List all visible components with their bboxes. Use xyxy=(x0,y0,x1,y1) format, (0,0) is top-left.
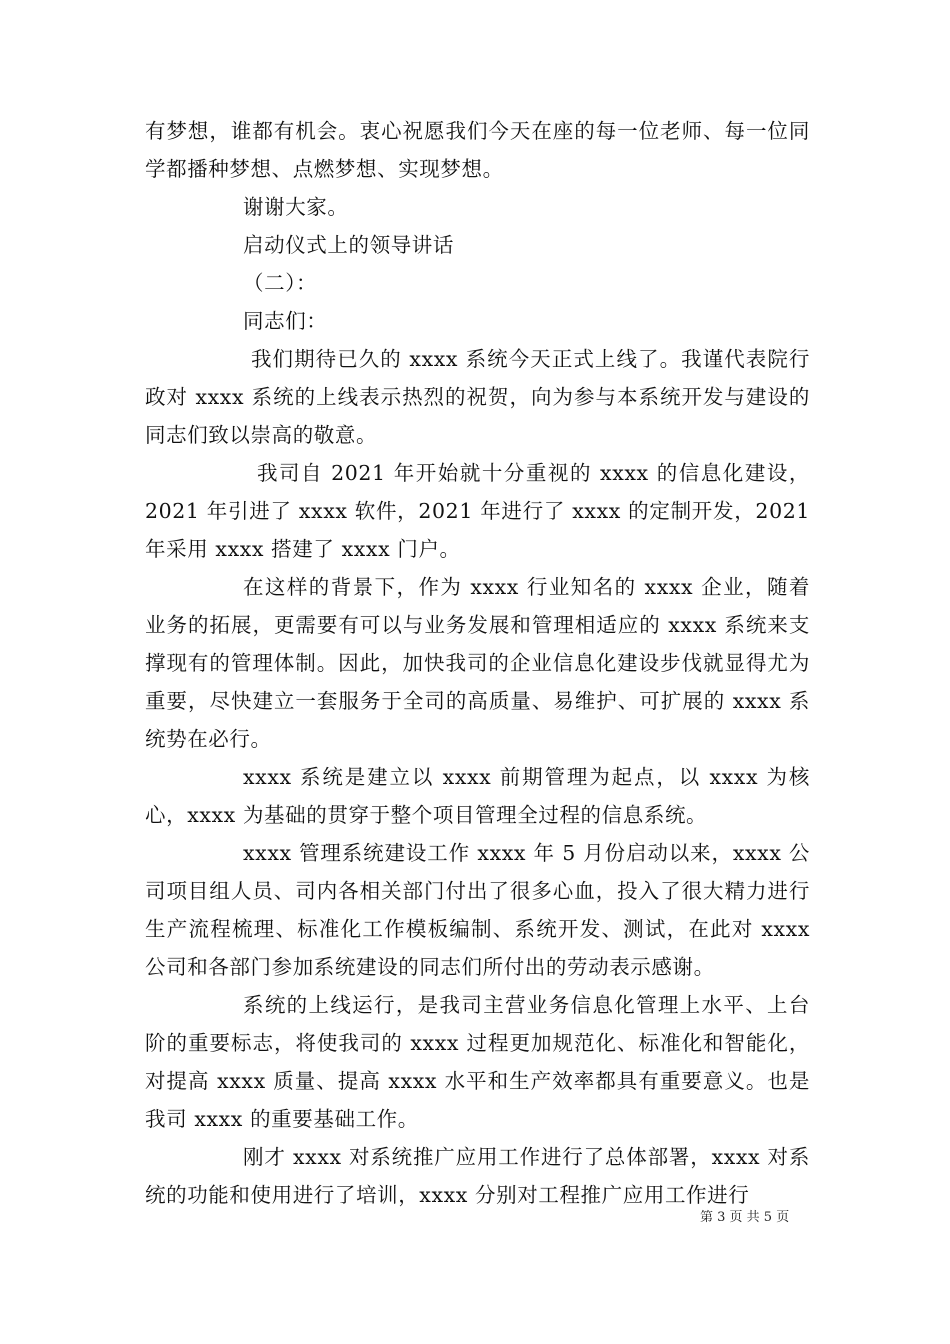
paragraph-deployment: 刚才 xxxx 对系统推广应用工作进行了总体部署，xxxx 对系统的功能和使用进行了培训，xxxx 分别对工程推广应用工作进行 xyxy=(145,1145,810,1207)
paragraph-launch-congrats: 我们期待已久的 xxxx 系统今天正式上线了。我谨代表院行政对 xxxx 系统的上线表示热烈的祝贺，向为参与本系统开发与建设的同志们致以崇高的敬意。 xyxy=(145,347,810,447)
page-number: 第 3 页 共 5 页 xyxy=(700,1210,790,1225)
paragraph-thanks: 谢谢大家。 xyxy=(243,195,349,219)
paragraph-acknowledgement: xxxx 管理系统建设工作 xxxx 年 5 月份启动以来，xxxx 公司项目组人员、司内各相关部门付出了很多心血，投入了很大精力进行生产流程梳理、标准化工作模板编制、系统开发、测试，在此对 xxxx 公司和各部门参加系统建设的同志们所付出的劳动表示感谢。 xyxy=(145,841,810,979)
paragraph-background: 在这样的背景下，作为 xxxx 行业知名的 xxxx 企业，随着业务的拓展，更需要有可以与业务发展和管理相适应的 xxxx 系统来支撑现有的管理体制。因此，加快我司的企业信息化建设步伐就显得尤为重要，尽快建立一套服务于全司的高质量、易维护、可扩展的 xxxx 系统势在必行。 xyxy=(145,575,810,751)
paragraph-significance: 系统的上线运行，是我司主营业务信息化管理上水平、上台阶的重要标志，将使我司的 xxxx 过程更加规范化、标准化和智能化，对提高 xxxx 质量、提高 xxxx 水平和生产效率都具有重要意义。也是我司 xxxx 的重要基础工作。 xyxy=(145,993,810,1131)
body-text xyxy=(145,112,810,1214)
paragraph-history: 我司自 2021 年开始就十分重视的 xxxx 的信息化建设，2021 年引进了 xxxx 软件，2021 年进行了 xxxx 的定制开发，2021 年采用 xxxx 搭建了 xxxx 门户。 xyxy=(145,461,810,561)
salutation: 同志们： xyxy=(243,309,328,333)
paragraph-system-definition: xxxx 系统是建立以 xxxx 前期管理为起点，以 xxxx 为核心，xxxx 为基础的贯穿于整个项目管理全过程的信息系统。 xyxy=(145,765,810,827)
section-title: 启动仪式上的领导讲话 xyxy=(243,233,454,257)
paragraph-closing-wish: 有梦想，谁都有机会。衷心祝愿我们今天在座的每一位老师、每一位同学都播种梦想、点燃梦想、实现梦想。 xyxy=(145,119,810,181)
section-number: （二）： xyxy=(243,271,318,295)
